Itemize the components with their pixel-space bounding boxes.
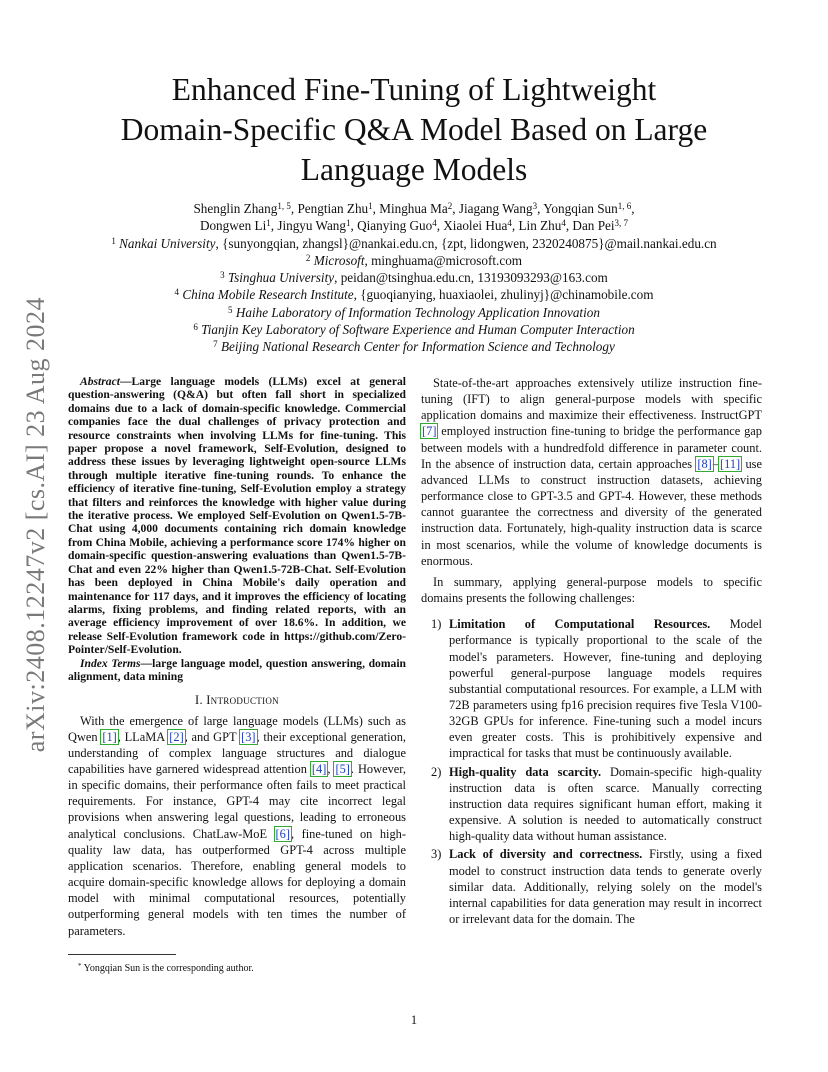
author-name: Yongqian Sun: [543, 201, 618, 216]
affiliation-line: [90, 321, 738, 338]
author-block: [90, 200, 738, 356]
author-affil-mark: 1, 6: [617, 201, 632, 211]
body-paragraph: [421, 375, 762, 569]
citation-link[interactable]: [3]: [241, 729, 256, 744]
author-affil-mark: 4: [432, 218, 437, 229]
affil-institution: Tsinghua University: [227, 270, 335, 286]
author-name: Pengtian Zhu: [297, 201, 369, 216]
author-affil-mark: 1: [346, 218, 351, 229]
intro-paragraph: [68, 713, 406, 939]
arxiv-stamp-text: arXiv:2408.12247v2 [cs.AI] 23 Aug 2024: [21, 297, 50, 753]
affil-mark: 2: [305, 252, 311, 263]
section-number: I.: [195, 693, 207, 708]
title-line: Domain-Specific Q&A Model Based on Large: [120, 112, 708, 147]
challenge-number: 1): [431, 617, 442, 632]
author-name: Jiagang Wang: [458, 201, 533, 216]
author-sep: ,: [537, 201, 544, 216]
affiliation-list: [90, 235, 738, 356]
author-sep: ,: [452, 201, 459, 216]
author-sep: ,: [511, 218, 519, 234]
challenge-number: 3): [431, 847, 442, 862]
author-sep: ,: [350, 218, 358, 234]
author-affil-mark: 1: [368, 201, 373, 211]
affil-mark: 5: [228, 304, 233, 315]
affiliation-line: [90, 304, 738, 321]
author-affil-mark: 3, 7: [614, 218, 629, 229]
affil-institution: Nankai University: [119, 235, 216, 251]
affil-emails: , {guoqianying, huaxiaolei, zhulinyj}@chinamobile.com: [353, 287, 654, 303]
affil-institution: China Mobile Research Institute: [182, 287, 354, 303]
author-line: [90, 217, 738, 234]
author-name: Minghua Ma: [379, 201, 448, 216]
affil-emails: , minghuama@microsoft.com: [364, 252, 523, 268]
citation-link[interactable]: [4]: [311, 761, 327, 776]
affil-institution: Beijing National Research Center for Information Science and Technology: [220, 339, 615, 355]
page-number: 1: [410, 1013, 418, 1027]
author-affil-mark: 2: [447, 201, 453, 211]
paper-title: [90, 70, 738, 190]
challenge-item: [421, 616, 762, 761]
text-run: , LLaMA: [117, 729, 169, 744]
challenge-text: Model performance is typically proportional to the scale of the model's parameters. However, fine-tuning and deploying powerful general-purpose language models requires substantial computational resources. For example, a LLM with 72B parameters using fp16 precision requires five Tesla V100-32GB GPUs for inference. Fine-tuning such a model incurs even greater costs. This is prohibitively expensive and impractical for tasks that must be continuously available.: [449, 617, 762, 761]
author-affil-mark: 1, 5: [277, 201, 291, 211]
challenge-text: Firstly, using a fixed model to construct instruction data tends to generate overly similar data. Additionally, relying solely on the model's internal capabilities for data generation may result in incorrect or irrelevant data for the domain. The: [449, 847, 762, 926]
author-sep: ,: [436, 218, 444, 234]
footnote-text: Yongqian Sun is the corresponding author.: [81, 963, 254, 974]
text-run: –: [712, 456, 719, 471]
title-line: Enhanced Fine-Tuning of Lightweight: [171, 72, 657, 107]
arxiv-stamp: [16, 290, 56, 760]
affil-institution: Haihe Laboratory of Information Technology Application Innovation: [235, 304, 600, 320]
author-name: Dan Pei: [572, 218, 615, 234]
affil-institution: Tianjin Key Laboratory of Software Experience and Human Computer Interaction: [201, 322, 635, 338]
abstract: [68, 375, 406, 657]
index-terms-label: Index Terms: [80, 656, 141, 670]
abstract-label: Abstract: [80, 375, 120, 388]
citation-link[interactable]: [11]: [720, 456, 741, 471]
affil-emails: , peidan@tsinghua.edu.cn, 13193093293@163.com: [334, 270, 608, 286]
title-line: Language Models: [300, 152, 528, 187]
author-sep: ,: [631, 201, 635, 216]
affil-institution: Microsoft: [313, 252, 365, 268]
author-name: Dongwen Li: [199, 218, 267, 234]
left-column: [68, 375, 406, 939]
citation-link[interactable]: [8]: [697, 456, 712, 471]
section-title: Introduction: [206, 693, 279, 708]
affiliation-line: [90, 338, 738, 355]
affiliation-line: [90, 269, 738, 286]
text-run: employed instruction fine-tuning to bridge the performance gap between models with a hundredfold difference in parameter count. In the absence of instruction data, certain approaches: [421, 424, 762, 471]
challenge-item: [421, 846, 762, 927]
citation-link[interactable]: [7]: [422, 424, 437, 439]
footnote-mark: *: [78, 962, 82, 970]
challenge-number: 2): [431, 764, 442, 779]
author-sep: ,: [290, 201, 298, 216]
challenge-list: [421, 616, 762, 927]
challenge-item: [421, 764, 762, 845]
author-affil-mark: 4: [561, 218, 566, 229]
affil-mark: 6: [193, 322, 198, 333]
citation-link[interactable]: [1]: [102, 729, 117, 744]
footnote-rule: [68, 954, 176, 955]
footnote: [68, 960, 406, 975]
citation-link[interactable]: [5]: [335, 761, 350, 776]
right-column: [421, 375, 762, 929]
affil-mark: 4: [174, 287, 180, 298]
citation-link[interactable]: [6]: [275, 826, 290, 841]
challenge-heading: High-quality data scarcity.: [449, 764, 602, 779]
index-terms-text: —large language model, question answering, domain alignment, data mining: [68, 656, 406, 683]
affiliation-line: [90, 286, 738, 303]
author-sep: ,: [565, 218, 573, 234]
author-name: Xiaolei Hua: [443, 218, 508, 234]
author-name: Lin Zhu: [518, 218, 562, 234]
author-name: Shenglin Zhang: [193, 201, 278, 216]
text-run: , fine-tuned on high-quality law data, has outperformed GPT-4 across multiple application scenarios. Therefore, enabling general models to acquire domain-specific knowledge allows for deploying a domain model with minimal computational resources, potentially outperforming general models with ten times the number of parameters.: [68, 826, 406, 938]
text-run: , and GPT: [184, 729, 241, 744]
text-run: , their exceptional generation, understanding of complex language structures and dialogue capabilities have garnered widespread attention: [68, 729, 406, 776]
body-paragraph: In summary, applying general-purpose models to specific domains presents the following challenges:: [421, 574, 762, 606]
text-run: With the emergence of large language models (LLMs) such as Qwen: [68, 713, 406, 744]
text-run: . However, in specific domains, their performance often fails to meet practical requirements. For instance, GPT-4 may cite incorrect legal provisions when answering legal questions, leading to erroneous analytical conclusions. ChatLaw-MoE: [68, 761, 406, 841]
affil-mark: 3: [220, 270, 225, 281]
author-sep: ,: [270, 218, 278, 234]
affil-emails: , {sunyongqian, zhangsl}@nankai.edu.cn, {zpt, lidongwen, 2320240875}@mail.nankai.edu.cn: [215, 235, 717, 251]
author-name: Qianying Guo: [357, 218, 433, 234]
affil-mark: 7: [213, 339, 218, 350]
author-affil-mark: 1: [266, 218, 271, 229]
text-run: ,: [327, 761, 335, 776]
affil-mark: 1: [111, 235, 116, 246]
author-affil-mark: 3: [532, 201, 538, 211]
author-line: [90, 200, 738, 217]
index-terms: [68, 657, 406, 684]
affiliation-line: [90, 252, 738, 269]
text-run: use advanced LLMs to construct instruction datasets, achieving performance close to GPT-3.5 and GPT-4. However, these methods cannot guarantee the correctness and diversity of the generated instruction data. Fortunately, high-quality instruction data is scarce in most scenarios, while the volume of knowledge documents is enormous.: [421, 456, 762, 568]
author-affil-mark: 4: [507, 218, 512, 229]
citation-link[interactable]: [2]: [169, 729, 184, 744]
affiliation-line: [90, 235, 738, 252]
author-sep: ,: [372, 201, 380, 216]
author-name: Jingyu Wang: [277, 218, 346, 234]
text-run: State-of-the-art approaches extensively utilize instruction fine-tuning (IFT) to align general-purpose models with specific application domains and maximize their effectiveness. InstructGPT: [421, 376, 762, 423]
challenge-heading: Lack of diversity and correctness.: [449, 847, 643, 862]
challenge-text: Domain-specific high-quality instruction data is often scarce. Manually correcting instruction data requires significant human effort, making it expensive. A solution is needed to automatically construct high-quality data without human assistance.: [449, 764, 762, 844]
abstract-text: —Large language models (LLMs) excel at general question-answering (Q&A) but often fall short in specialized domains due to a lack of domain-specific knowledge. Commercial companies face the dual challenges of privacy protection and resource constraints when involving LLMs for fine-tuning. This paper propose a novel framework, Self-Evolution, designed to address these issues by leveraging lightweight open-source LLMs through multiple iterative fine-tuning rounds. To enhance the efficiency of iterative fine-tuning, Self-Evolution employ a strategy that filters and reinforces the knowledge with higher value during the iterative process. We employed Self-Evolution on Qwen1.5-7B-Chat using 4,000 documents containing rich domain knowledge from China Mobile, achieving a performance score 174% higher on domain-specific question-answering evaluations than Qwen1.5-7B-Chat and even 22% higher than Qwen1.5-72B-Chat. Self-Evolution has been deployed in China Mobile's daily operation and maintenance for 117 days, and it improves the efficiency of locating alarms, fixing problems, and finding related reports, with an average efficiency improvement of over 18.6%. In addition, we release Self-Evolution framework code in https://github.com/Zero-Pointer/Self-Evolution.: [68, 375, 406, 657]
section-heading: [68, 692, 406, 708]
challenge-heading: Limitation of Computational Resources.: [449, 617, 711, 632]
